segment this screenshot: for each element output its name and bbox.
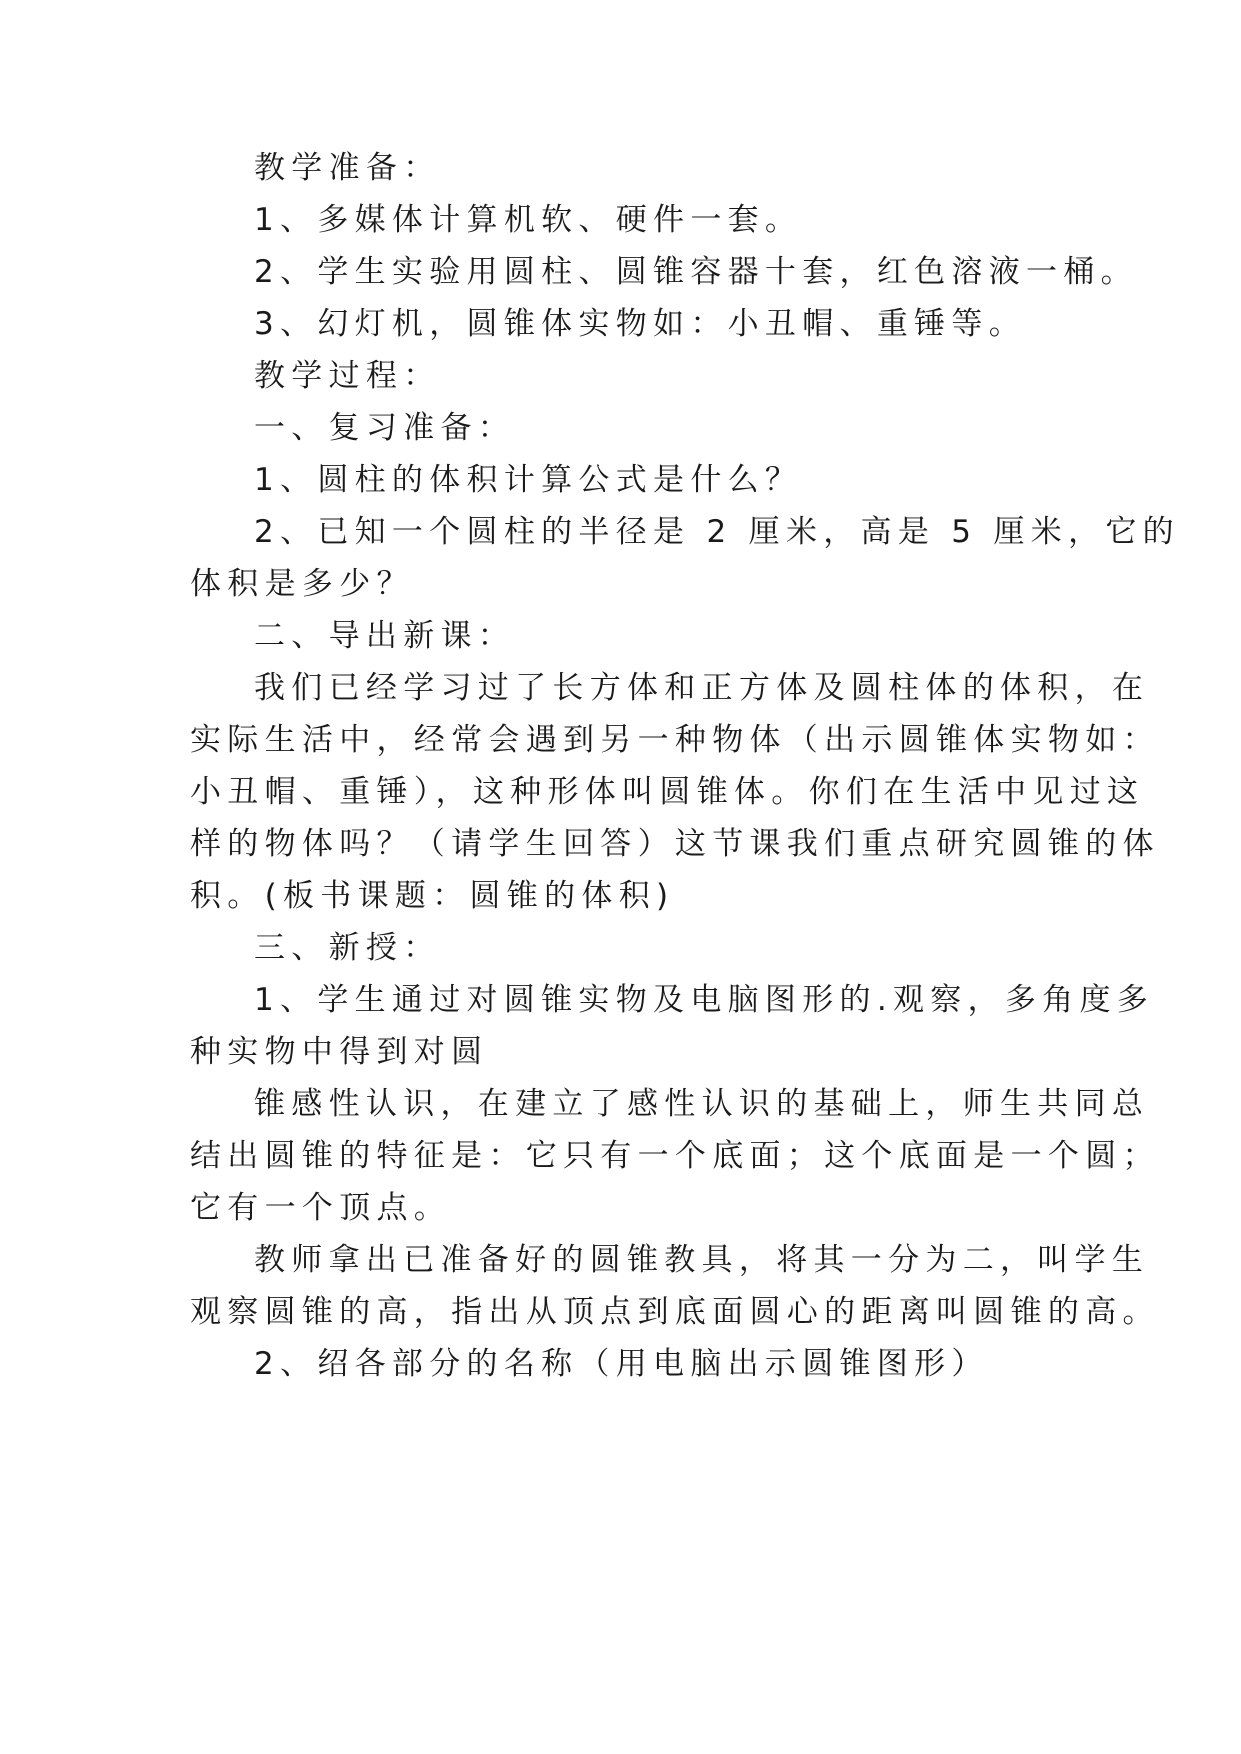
list-item: 3、幻灯机，圆锥体实物如：小丑帽、重锤等。 [254,306,1027,342]
paragraph-line: 教师拿出已准备好的圆锥教具，将其一分为二，叫学生 [254,1242,1150,1278]
paragraph-line: 结出圆锥的特征是：它只有一个底面；这个底面是一个圆； [190,1138,1160,1174]
heading-teaching-preparation: 教学准备： [254,150,441,186]
heading-teaching-process: 教学过程： [254,358,441,394]
list-item: 2、绍各部分的名称（用电脑出示圆锥图形） [254,1346,989,1382]
paragraph-line: 观察圆锥的高，指出从顶点到底面圆心的距离叫圆锥的高。 [190,1294,1160,1330]
paragraph-line: 我们已经学习过了长方体和正方体及圆柱体的体积，在 [254,670,1150,706]
list-item: 1、圆柱的体积计算公式是什么？ [254,462,803,498]
section-heading-review: 一、复习准备： [254,410,516,446]
paragraph-line: 种实物中得到对圆 [190,1034,489,1070]
paragraph-line: 它有一个顶点。 [190,1190,452,1226]
paragraph-line: 实际生活中，经常会遇到另一种物体（出示圆锥体实物如： [190,722,1160,758]
paragraph-line: 积。(板书课题：圆锥的体积) [190,878,675,914]
list-item: 2、学生实验用圆柱、圆锥容器十套，红色溶液一桶。 [254,254,1138,290]
paragraph-line: 小丑帽、重锤），这种形体叫圆锥体。你们在生活中见过这 [190,774,1145,810]
paragraph-line: 锥感性认识，在建立了感性认识的基础上，师生共同总 [254,1086,1150,1122]
section-heading-new-teaching: 三、新授： [254,930,441,966]
section-heading-new-lesson: 二、导出新课： [254,618,516,654]
paragraph-line: 2、已知一个圆柱的半径是 2 厘米，高是 5 厘米，它的 [254,514,1180,550]
list-item: 1、多媒体计算机软、硬件一套。 [254,202,803,238]
paragraph-line: 样的物体吗？（请学生回答）这节课我们重点研究圆锥的体 [190,826,1160,862]
paragraph-line: 1、学生通过对圆锥实物及电脑图形的.观察，多角度多 [254,982,1155,1018]
paragraph-line: 体积是多少？ [190,566,414,602]
